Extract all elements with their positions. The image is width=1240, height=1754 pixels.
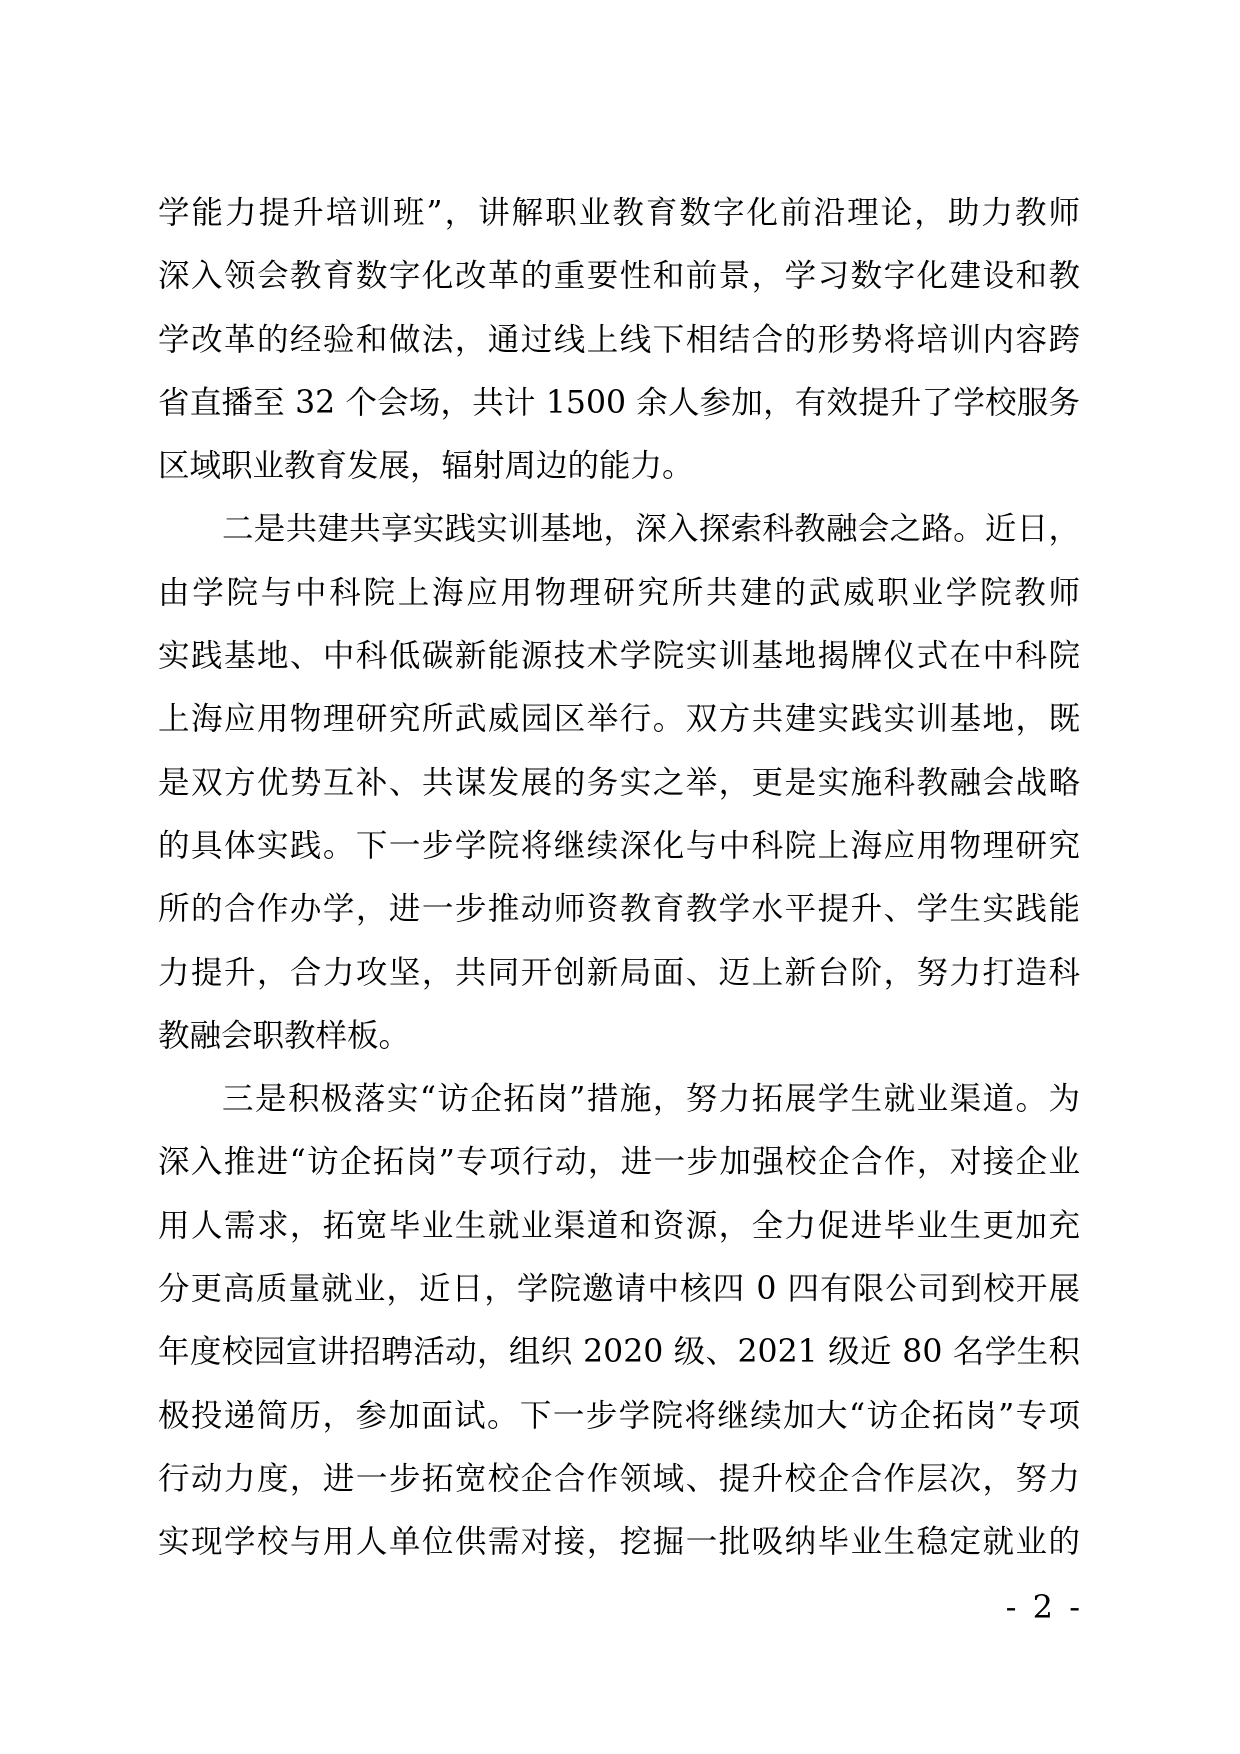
document-body [158, 182, 1080, 1575]
text-line-paragraph-start: 三是积极落实“访企拓岗”措施，努力拓展学生就业渠道。为 [222, 1081, 1080, 1118]
text-line-paragraph-end: 区域职业教育发展，辐射周边的能力。 [158, 448, 694, 485]
text-line: 极投递简历，参加面试。下一步学院将继续加大“访企拓岗”专项 [158, 1397, 1080, 1434]
text-line: 的具体实践。下一步学院将继续深化与中科院上海应用物理研究 [158, 827, 1080, 864]
text-line: 由学院与中科院上海应用物理研究所共建的武威职业学院教师 [158, 574, 1080, 611]
text-line: 力提升，合力攻坚，共同开创新局面、迈上新台阶，努力打造科 [158, 954, 1080, 991]
text-line: 学能力提升培训班”，讲解职业教育数字化前沿理论，助力教师 [158, 195, 1080, 231]
text-line: 所的合作办学，进一步推动师资教育教学水平提升、学生实践能 [158, 891, 1080, 928]
text-line-paragraph-end: 教融会职教样板。 [158, 1017, 411, 1054]
text-line: 实践基地、中科低碳新能源技术学院实训基地揭牌仪式在中科院 [158, 638, 1080, 675]
text-line: 用人需求，拓宽毕业生就业渠道和资源，全力促进毕业生更加充 [158, 1207, 1080, 1244]
text-line: 是双方优势互补、共谋发展的务实之举，更是实施科教融会战略 [158, 764, 1080, 801]
text-line: 实现学校与用人单位供需对接，挖掘一批吸纳毕业生稳定就业的 [158, 1524, 1080, 1561]
text-line: 分更高质量就业，近日，学院邀请中核四 0 四有限公司到校开展 [158, 1271, 1080, 1308]
text-line: 省直播至 32 个会场，共计 1500 余人参加，有效提升了学校服务 [158, 384, 1080, 421]
text-line: 深入领会教育数字化改革的重要性和前景，学习数字化建设和教 [158, 258, 1080, 295]
text-line: 深入推进“访企拓岗”专项行动，进一步加强校企合作，对接企业 [158, 1144, 1080, 1181]
text-line: 行动力度，进一步拓宽校企合作领域、提升校企合作层次，努力 [158, 1460, 1080, 1497]
text-line-paragraph-start: 二是共建共享实践实训基地，深入探索科教融会之路。近日， [222, 511, 1080, 548]
text-line: 年度校园宣讲招聘活动，组织 2020 级、2021 级近 80 名学生积 [158, 1334, 1080, 1371]
text-line: 上海应用物理研究所武威园区举行。双方共建实践实训基地，既 [158, 701, 1080, 738]
page-number: - 2 - [1005, 1588, 1080, 1626]
text-line: 学改革的经验和做法，通过线上线下相结合的形势将培训内容跨 [158, 321, 1080, 358]
